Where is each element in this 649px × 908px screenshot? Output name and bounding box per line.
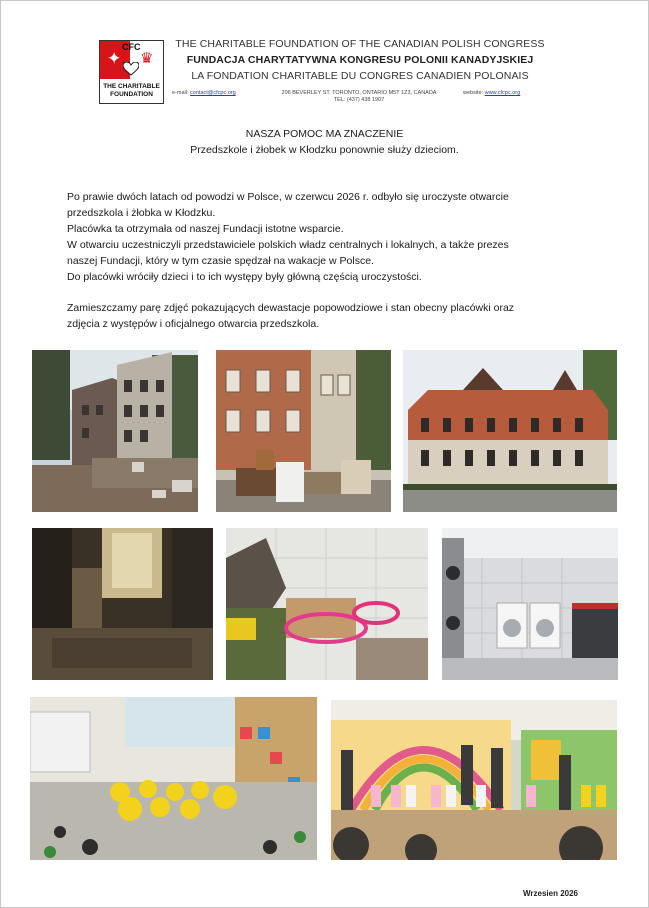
logo-caption-line1: THE CHARITABLE: [103, 83, 160, 90]
photo-children-classroom: [30, 697, 317, 860]
website-link[interactable]: www.cfcpc.org: [484, 90, 521, 96]
body-line: Do placówki wróciły dzieci i to ich występy były główną częścią uroczystości.: [67, 271, 422, 283]
heart-icon: [123, 62, 139, 76]
photo-flooded-interior: [32, 528, 213, 680]
email-link[interactable]: contact@cfcpc.org: [190, 90, 236, 96]
body-line: Zamieszczamy parę zdjęć pokazujących dewastacje popowodziowe i stan obecny placówki oraz: [67, 302, 515, 314]
photo-restored-building: [403, 350, 617, 512]
photo-flooded-street: [32, 350, 198, 512]
photo-flood-debris-building: [216, 350, 391, 512]
logo-letters: CFC: [122, 42, 141, 52]
letterhead-polish: FUNDACJA CHARYTATYWNA KONGRESU POLONII KANADYJSKIEJ: [186, 54, 534, 66]
contact-website: [463, 90, 520, 97]
maple-leaf-icon: ✦: [107, 49, 122, 68]
address-text: 206 BEVERLEY ST. TORONTO, ONTARIO M5T 1Z3, CANADA: [281, 90, 437, 96]
document-date: Wrzesien 2026: [523, 889, 578, 898]
email-label: e-mail:: [172, 90, 189, 96]
eagle-icon: ♛: [140, 50, 154, 67]
body-line: zdjęcia z występów i oficjalnego otwarcia przedszkola.: [67, 318, 320, 330]
body-paragraph-1: [67, 189, 597, 285]
body-paragraph-2: [67, 300, 597, 332]
page-subtitle: Przedszkole i żłobek w Kłodzku ponownie służy dzieciom.: [190, 144, 459, 156]
contact-email: [172, 90, 236, 97]
body-line: przedszkola i żłobka w Kłodzku.: [67, 207, 216, 219]
photo-new-laundry-room: [442, 528, 618, 680]
photo-opening-ceremony: [331, 700, 617, 860]
body-line: naszej Fundacji, który w tym czasie spędzał na wakacje w Polsce.: [67, 255, 374, 267]
phone-text: TEL: (437) 438 1907: [333, 97, 385, 103]
body-line: Po prawie dwóch latach od powodzi w Polsce, w czerwcu 2026 r. odbyło się uroczyste otwarcie: [67, 191, 509, 203]
website-label: website:: [463, 90, 484, 96]
letterhead-french: LA FONDATION CHARITABLE DU CONGRES CANADIEN POLONAIS: [191, 70, 529, 82]
page-title: NASZA POMOC MA ZNACZENIE: [245, 128, 404, 140]
contact-address: [274, 90, 444, 104]
logo-caption: [100, 83, 163, 99]
body-line: W otwarciu uczestniczyli przedstawiciele polskich władz centralnych i lokalnych, a także prezes: [67, 239, 509, 251]
body-line: Placówka ta otrzymała od naszej Fundacji istotne wsparcie.: [67, 223, 344, 235]
letterhead-english: THE CHARITABLE FOUNDATION OF THE CANADIAN POLISH CONGRESS: [175, 38, 545, 50]
photo-damaged-storage: [226, 528, 428, 680]
logo-caption-line2: FOUNDATION: [110, 91, 153, 98]
